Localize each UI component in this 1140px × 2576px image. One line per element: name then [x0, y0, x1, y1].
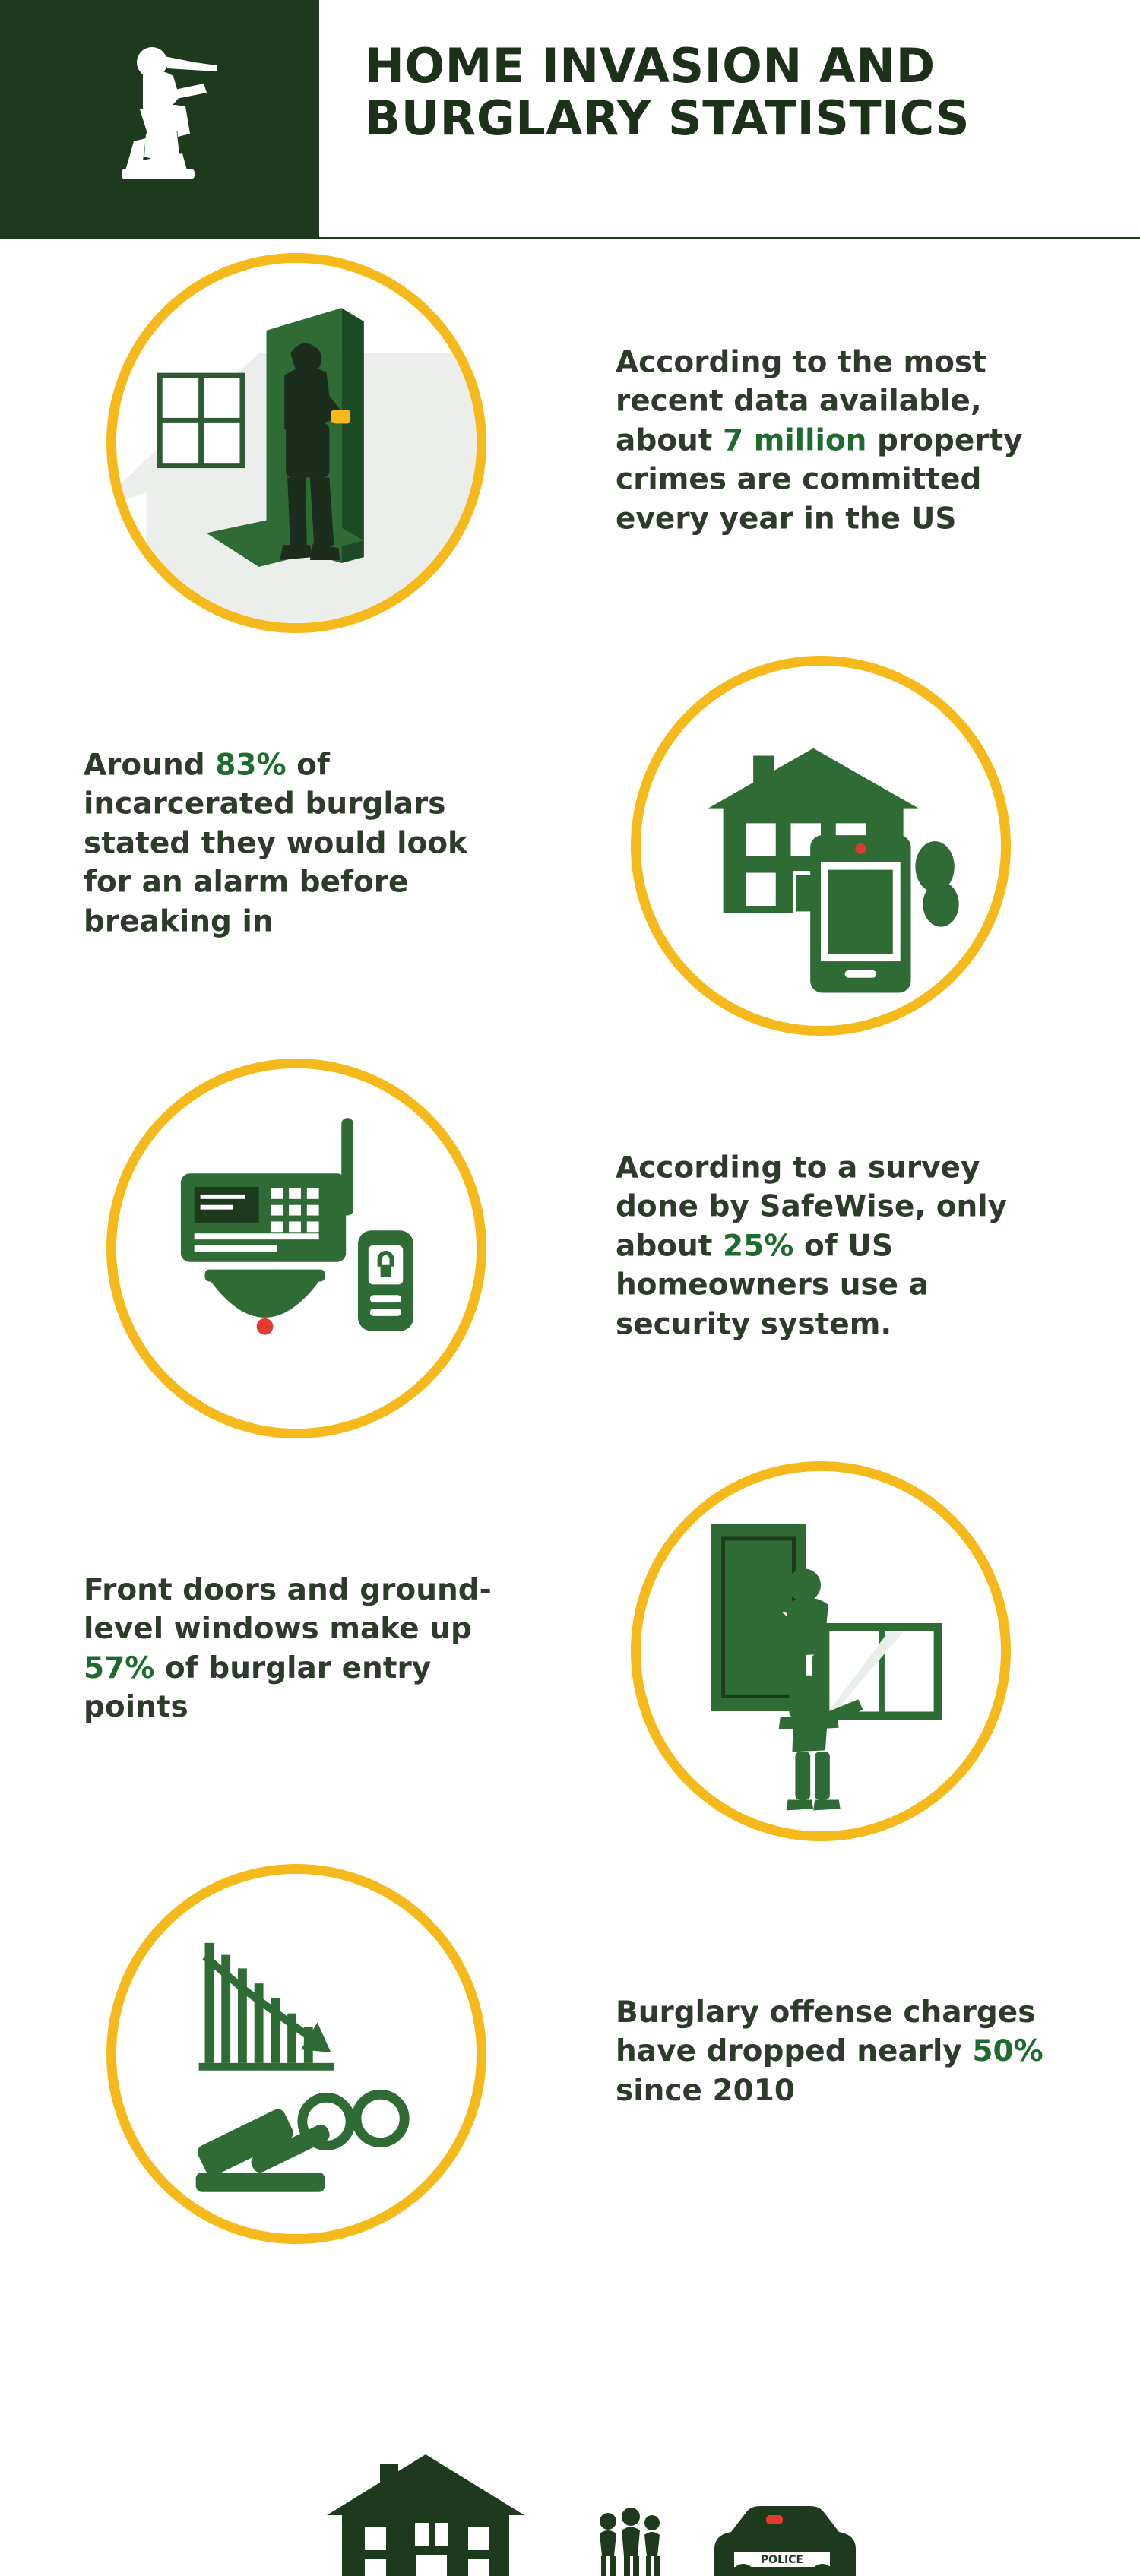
kneeling-burglar-icon: [61, 35, 258, 202]
footer-illustration: [0, 2424, 1140, 2576]
stat-row-alarm-deterrent: [0, 642, 1140, 1045]
caption-text-part: Burglary offense charges have dropped nearly: [616, 1995, 1036, 2069]
stat-caption-offense-charges: [616, 1993, 1056, 2110]
caption-text-part: Around: [84, 748, 216, 783]
police-label: POLICE: [760, 2554, 804, 2566]
stat-row-property-crimes: [0, 239, 1140, 642]
header-badge: [0, 0, 319, 237]
caption-text-part: According to the most recent data available, about: [616, 345, 986, 458]
header: [0, 0, 1140, 239]
stat-row-entry-points: [0, 1448, 1140, 1850]
stat-caption-alarm-deterrent: [84, 745, 524, 941]
caption-highlight: 83%: [215, 748, 287, 783]
burglar-at-door-and-window-illustration: [631, 1461, 1011, 1841]
caption-highlight: 7 million: [723, 423, 867, 458]
caption-highlight: 57%: [84, 1651, 155, 1685]
caption-text-part: of incarcerated burglars stated they would look for an alarm before breaking in: [84, 748, 467, 939]
caption-text-part: According to a survey done by SafeWise, only about: [616, 1150, 1008, 1264]
stat-caption-entry-points: [84, 1571, 524, 1727]
declining-chart-gavel-handcuffs-illustration: [106, 1864, 486, 2244]
house-with-alarm-app-illustration: [631, 656, 1011, 1036]
page-title: [365, 40, 1094, 145]
caption-text-part: property crimes are committed every year in the US: [616, 423, 1023, 536]
stat-caption-property-crimes: [616, 343, 1056, 538]
caption-text-part: of US homeowners use a security system.: [616, 1229, 929, 1342]
caption-highlight: 25%: [723, 1229, 794, 1264]
stat-row-security-system-usage: [0, 1045, 1140, 1448]
alarm-panel-camera-keyfob-illustration: [106, 1059, 486, 1438]
police-car-icon: [714, 2506, 856, 2576]
caption-highlight: 50%: [972, 2034, 1043, 2069]
people-icon: [600, 2508, 660, 2576]
caption-text-part: since 2010: [616, 2073, 796, 2108]
stats-list: [0, 239, 1140, 2253]
stat-caption-security-system-usage: [616, 1148, 1056, 1343]
caption-text-part: of burglar entry points: [84, 1651, 432, 1725]
page-title-line-1: HOME INVASION AND: [365, 38, 936, 93]
burglar-entering-door-illustration: [106, 253, 486, 633]
stat-row-offense-charges: [0, 1850, 1140, 2253]
caption-text-part: Front doors and ground-level windows make up: [84, 1573, 492, 1647]
page-title-line-2: BURGLARY STATISTICS: [365, 90, 971, 147]
